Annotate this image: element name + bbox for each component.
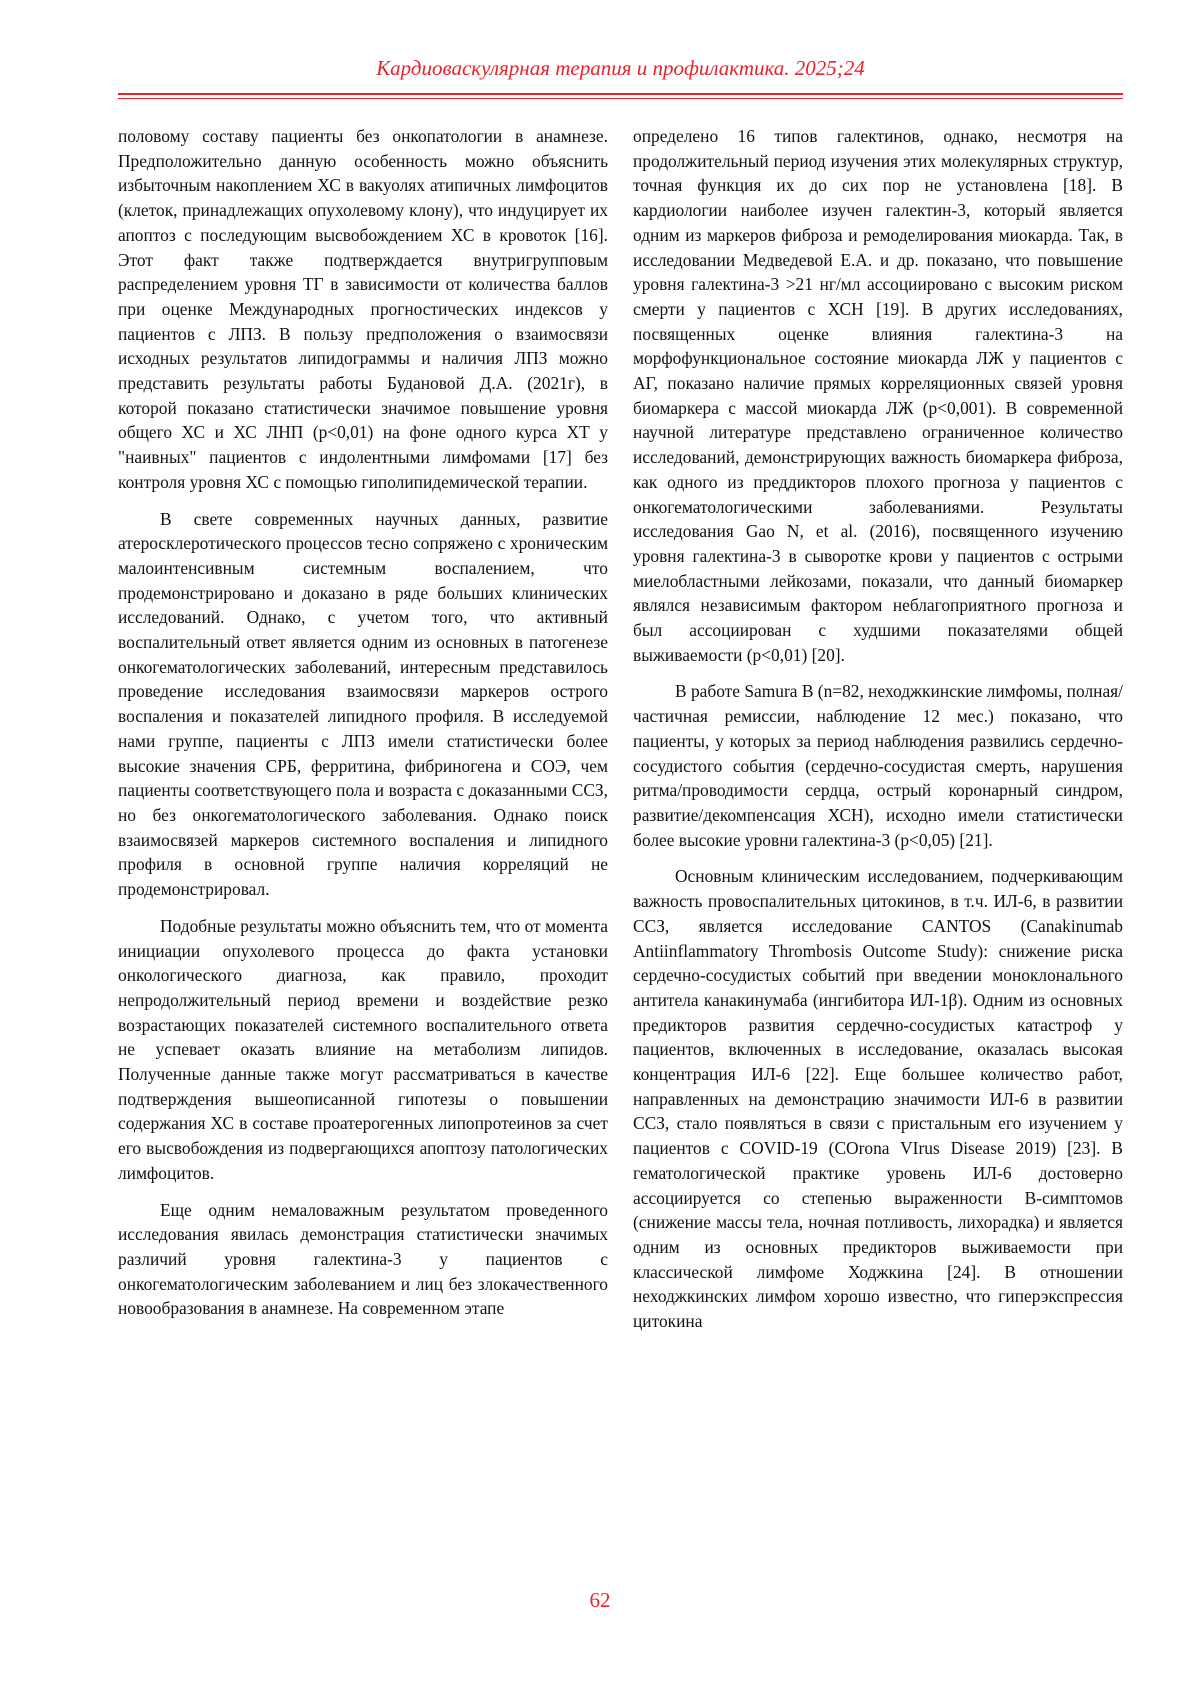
paragraph: половому составу пациенты без онкопатологии в анамнезе. Предположительно данную особенность можно объяснить избыточным накоплением ХС в вакуолях атипичных лимфоцитов (клеток, принадлежащих опухолевому клону), что индуцирует их апоптоз с последующим высвобождением ХС в кровоток [16]. Этот факт также подтверждается внутригрупповым распределением уровня ТГ в зависимости от количества баллов при оценке Международных прогностических индексов у пациентов с ЛПЗ. В пользу предположения о взаимосвязи исходных результатов липидограммы и наличия ЛПЗ можно представить результаты работы Будановой Д.А. (2021г), в которой показано статистически значимое повышение уровня общего ХС и ХС ЛНП (p<0,01) на фоне одного курса ХТ у "наивных" пациентов с индолентными лимфомами [17] без контроля уровня ХС с помощью гиполипидемической терапии.: [118, 126, 608, 492]
paragraph: В работе Samura B (n=82, неходжкинские лимфомы, полная/частичная ремиссии, наблюдение 12 мес.) показано, что пациенты, у которых за период наблюдения развились сердечно-сосудистого события (сердечно-сосудистая смерть, нарушения ритма/проводимости сердца, острый коронарный синдром, развитие/декомпенсация ХСН), исходно имели статистически более высокие уровни галектина-3 (p<0,05) [21].: [633, 681, 1123, 850]
right-column: [633, 124, 1123, 1334]
paragraph: Еще одним немаловажным результатом проведенного исследования явилась демонстрация статистически значимых различий уровня галектина-3 у пациентов с онкогематологическим заболеванием и лиц без злокачественного новообразования в анамнезе. На современном этапе: [118, 1199, 608, 1319]
header-rule-thick: [118, 93, 1123, 95]
paragraph: Основным клиническим исследованием, подчеркивающим важность провоспалительных цитокинов, в т.ч. ИЛ-6, в развитии ССЗ, является исследование CANTOS (Canakinumab Antiinflammatory Thrombosis Outcome Study): снижение риска сердечно-сосудистых событий при введении моноклонального антитела канакинумаба (ингибитора ИЛ-1β). Одним из основных предикторов развития сердечно-сосудистых катастроф у пациентов, включенных в исследование, оказалась высокая концентрация ИЛ-6 [22]. Еще большее количество работ, направленных на демонстрацию значимости ИЛ-6 в развитии ССЗ, стало появляться в связи с пристальным его изучением у пациентов с COVID-19 (COrona VIrus Disease 2019) [23]. В гематологической практике уровень ИЛ-6 достоверно ассоциируется со степенью выраженности В-симптомов (снижение массы тела, ночная потливость, лихорадка) и является одним из основных предикторов выживаемости при классической лимфоме Ходжкина [24]. В отношении неходжкинских лимфом хорошо известно, что гиперэкспрессия цитокина: [633, 866, 1123, 1332]
journal-header: Кардиоваскулярная терапия и профилактика. 2025;24: [376, 56, 865, 80]
paragraph: В свете современных научных данных, развитие атеросклеротического процессов тесно сопряжено с хроническим малоинтенсивным системным воспалением, что продемонстрировано и доказано в ряде больших клинических исследований. Однако, с учетом того, что активный воспалительный ответ является одним из основных в патогенезе онкогематологических заболеваний, интересным представилось проведение исследования взаимосвязи маркеров острого воспаления и показателей липидного профиля. В исследуемой нами группе, пациенты с ЛПЗ имели статистически более высокие значения СРБ, ферритина, фибриногена и СОЭ, чем пациенты соответствующего пола и возраста с доказанными ССЗ, но без онкогематологического заболевания. Однако поиск взаимосвязей маркеров системного воспаления и липидного профиля в основной группе наличия корреляций не продемонстрировал.: [118, 508, 608, 900]
page-number: 62: [589, 1588, 611, 1612]
left-column: [118, 124, 608, 1321]
header-rule-thin: [118, 98, 1123, 99]
paragraph: определено 16 типов галектинов, однако, несмотря на продолжительный период изучения этих молекулярных структур, точная функция их до сих пор не установлена [18]. В кардиологии наиболее изучен галектин-3, который является одним из маркеров фиброза и ремоделирования миокарда. Так, в исследовании Медведевой Е.А. и др. показано, что повышение уровня галектина-3 >21 нг/мл ассоциировано с высоким риском смерти у пациентов с ХСН [19]. В других исследованиях, посвященных оценке влияния галектина-3 на морфофункциональное состояние миокарда ЛЖ у пациентов с АГ, показано наличие прямых корреляционных связей уровня биомаркера с массой миокарда ЛЖ (p<0,001). В современной научной литературе представлено ограниченное количество исследований, демонстрирующих важность биомаркера фиброза, как одного из преддикторов плохого прогноза у пациентов с онкогематологическими заболеваниями. Результаты исследования Gao N, et al. (2016), посвященного изучению уровня галектина-3 в сыворотке крови у пациентов с острыми миелобластными лейкозами, показали, что данный биомаркер являлся независимым фактором неблагоприятного прогноза и был ассоциирован с худшими показателями общей выживаемости (p<0,01) [20].: [633, 126, 1123, 665]
paragraph: Подобные результаты можно объяснить тем, что от момента инициации опухолевого процесса до факта установки онкологического диагноза, как правило, проходит непродолжительный период времени и воздействие резко возрастающих показателей системного воспалительного ответа не успевает оказать влияние на метаболизм липидов. Полученные данные также могут рассматриваться в качестве подтверждения вышеописанной гипотезы о повышении содержания ХС в составе проатерогенных липопротеинов за счет его высвобождения из подвергающихся апоптозу патологических лимфоцитов.: [118, 915, 608, 1183]
